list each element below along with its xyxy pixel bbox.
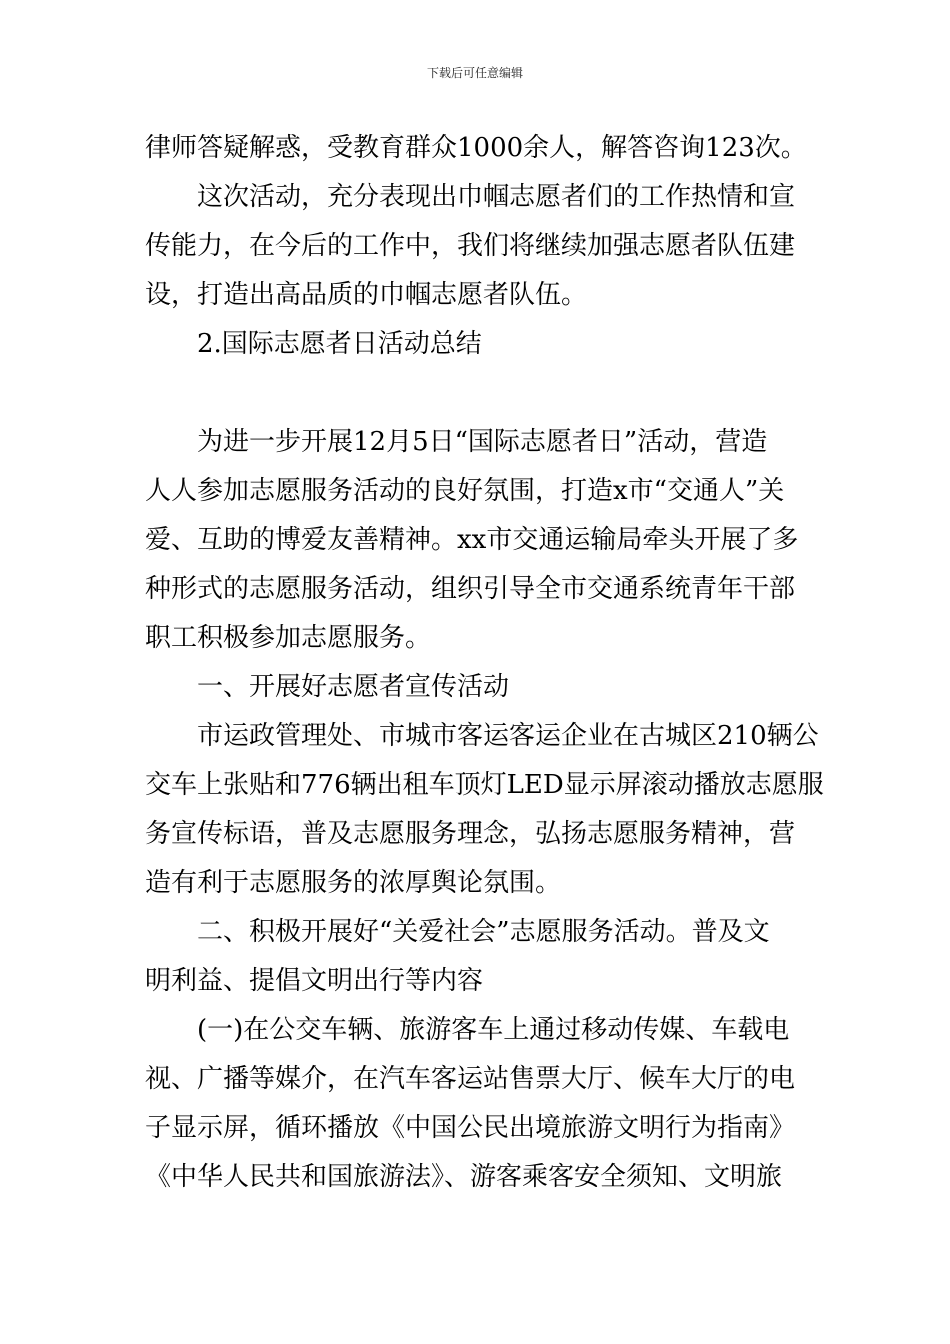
page-header: 下载后可任意编辑 [426,66,523,80]
text-line: 市运政管理处、市城市客运客运企业在古城区210辆公 [197,721,819,751]
text-line: 人人参加志愿服务活动的良好氛围，打造x市“交通人”关 [145,476,785,506]
text-line: 传能力，在今后的工作中，我们将继续加强志愿者队伍建 [145,231,796,261]
document-body [145,124,824,1202]
text-line: 《中华人民共和国旅游法》、游客乘客安全须知、文明旅 [145,1162,783,1192]
text-line: 职工积极参加志愿服务。 [145,623,432,653]
text-line: 子显示屏，循环播放《中国公民出境旅游文明行为指南》 [145,1113,796,1143]
text-line: 为进一步开展12月5日“国际志愿者日”活动，营造 [197,427,768,457]
text-line: 务宣传标语，普及志愿服务理念，弘扬志愿服务精神，营 [145,819,796,849]
text-line: 交车上张贴和776辆出租车顶灯LED显示屏滚动播放志愿服 [145,770,824,800]
section-heading: 二、积极开展好“关爱社会”志愿服务活动。普及文 [197,917,770,947]
section-heading: 一、开展好志愿者宣传活动 [197,672,510,702]
blank-line [145,369,807,418]
text-line: 爱、互助的博爱友善精神。xx市交通运输局牵头开展了多 [145,525,799,555]
text-line: 造有利于志愿服务的浓厚舆论氛围。 [145,868,562,898]
text-line: (一)在公交车辆、旅游客车上通过移动传媒、车载电 [197,1015,790,1045]
text-line: 这次活动，充分表现出巾帼志愿者们的工作热情和宣 [197,182,796,212]
text-line: 种形式的志愿服务活动，组织引导全市交通系统青年干部 [145,574,796,604]
text-line: 明利益、提倡文明出行等内容 [145,966,484,996]
text-line: 视、广播等媒介，在汽车客运站售票大厅、候车大厅的电 [145,1064,796,1094]
text-line: 律师答疑解惑，受教育群众1000余人，解答咨询123次。 [145,133,807,163]
text-line: 设，打造出高品质的巾帼志愿者队伍。 [145,280,588,310]
section-heading: 2.国际志愿者日活动总结 [197,329,482,359]
